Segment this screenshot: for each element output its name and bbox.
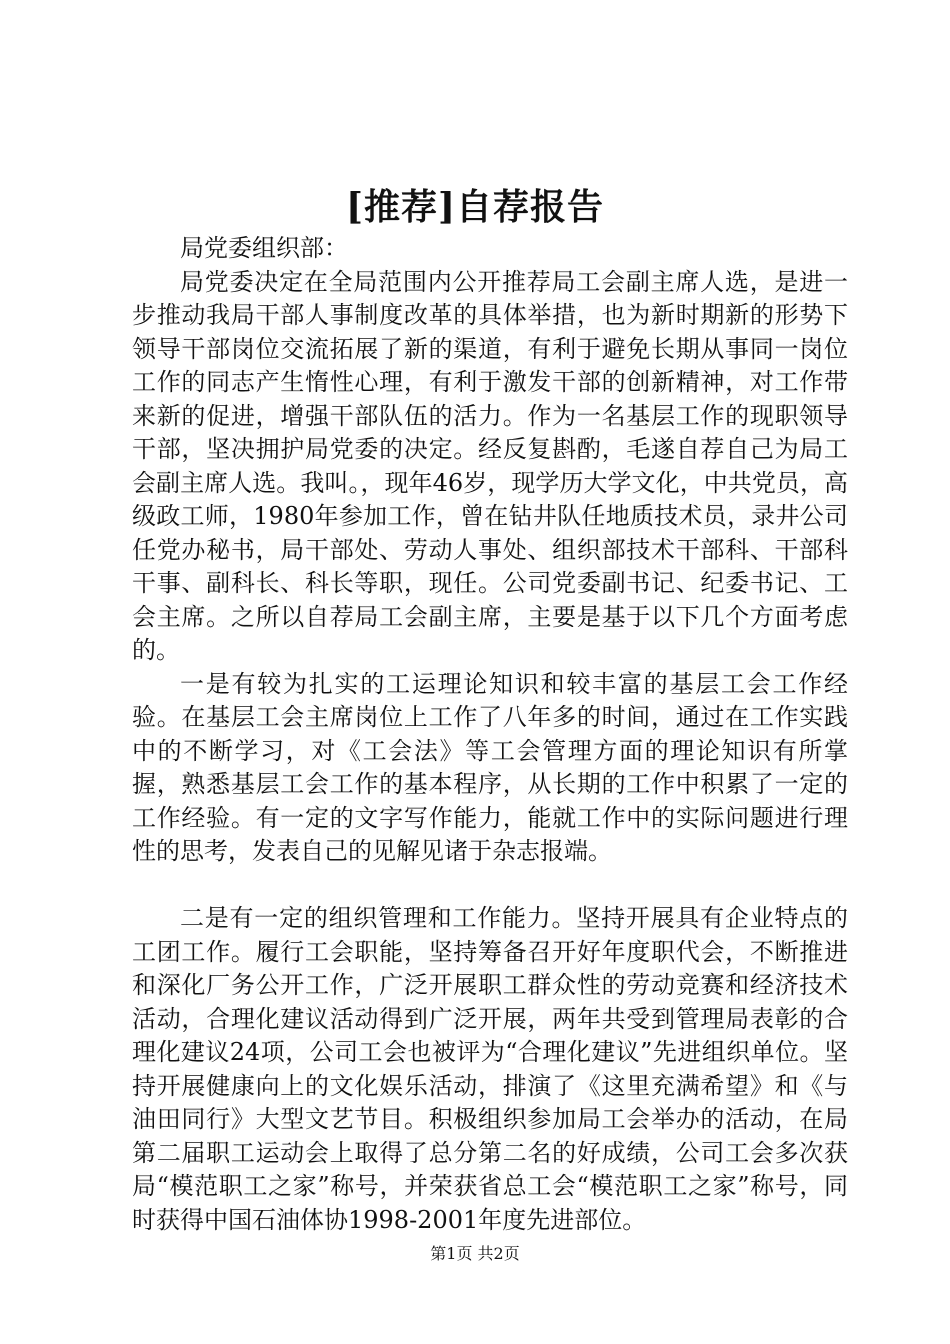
document-title: [推荐]自荐报告 (345, 186, 605, 228)
paragraph-point-two: 二是有一定的组织管理和工作能力。坚持开展具有企业特点的工团工作。履行工会职能，坚持筹备召开好年度职代会，不断推进和深化厂务公开工作，广泛开展职工群众性的劳动竞赛和经济技术活动，合理化建议活动得到广泛开展，两年共受到管理局表彰的合理化建议24项，公司工会也被评为“合理化建议”先进组织单位。坚持开展健康向上的文化娱乐活动，排演了《这里充满希望》和《与油田同行》大型文艺节目。积极组织参加局工会举办的活动，在局第二届职工运动会上取得了总分第二名的好成绩，公司工会多次获局“模范职工之家”称号，并荣获省总工会“模范职工之家”称号，同时获得中国石油体协1998-2001年度先进部位。 (132, 904, 848, 1234)
document-body (132, 232, 848, 1237)
paragraph-spacer (132, 869, 848, 903)
paragraph-intro: 局党委决定在全局范围内公开推荐局工会副主席人选，是进一步推动我局干部人事制度改革的具体举措，也为新时期新的形势下领导干部岗位交流拓展了新的渠道，有利于避免长期从事同一岗位工作的同志产生惰性心理，有利于激发干部的创新精神，对工作带来新的促进，增强干部队伍的活力。作为一名基层工作的现职领导干部，坚决拥护局党委的决定。经反复斟酌，毛遂自荐自己为局工会副主席人选。我叫。，现年46岁，现学历大学文化，中共党员，高级政工师，1980年参加工作，曾在钻井队任地质技术员，录井公司任党办秘书，局干部处、劳动人事处、组织部技术干部科、干部科干事、副科长、科长等职，现任。公司党委副书记、纪委书记、工会主席。之所以自荐局工会副主席，主要是基于以下几个方面考虑的。 (132, 267, 848, 664)
paragraph-point-one: 一是有较为扎实的工运理论知识和较丰富的基层工会工作经验。在基层工会主席岗位上工作了八年多的时间，通过在工作实践中的不断学习，对《工会法》等工会管理方面的理论知识有所掌握，熟悉基层工会工作的基本程序，从长期的工作中积累了一定的工作经验。有一定的文字写作能力，能就工作中的实际问题进行理性的思考，发表自己的见解见诸于杂志报端。 (132, 669, 848, 865)
salutation: 局党委组织部： (180, 234, 348, 262)
page-footer: 第1页 共2页 (430, 1244, 520, 1263)
